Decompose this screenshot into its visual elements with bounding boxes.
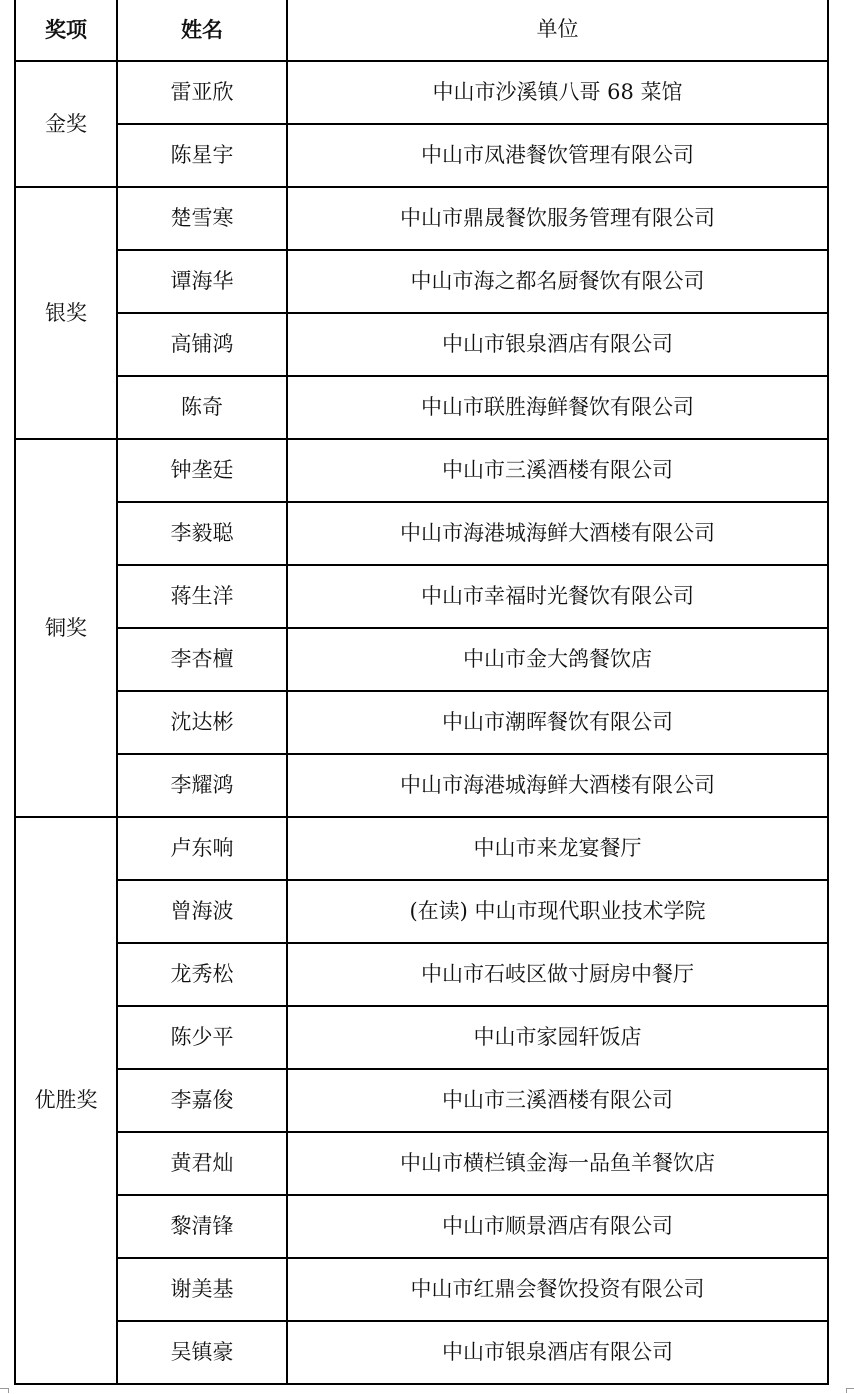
header-unit: 单位 <box>287 0 828 61</box>
name-cell: 李杏檀 <box>117 628 287 691</box>
table-row <box>15 1321 828 1384</box>
name-cell: 谭海华 <box>117 250 287 313</box>
unit-cell: 中山市联胜海鲜餐饮有限公司 <box>287 376 828 439</box>
name-cell: 谢美基 <box>117 1258 287 1321</box>
name-cell: 曾海波 <box>117 880 287 943</box>
unit-cell: 中山市幸福时光餐饮有限公司 <box>287 565 828 628</box>
unit-cell: (在读) 中山市现代职业技术学院 <box>287 880 828 943</box>
table-row <box>15 1195 828 1258</box>
name-cell: 陈少平 <box>117 1006 287 1069</box>
unit-cell: 中山市顺景酒店有限公司 <box>287 1195 828 1258</box>
award-cell: 优胜奖 <box>15 817 117 1384</box>
table-row <box>15 628 828 691</box>
award-cell: 铜奖 <box>15 439 117 817</box>
header-row <box>15 0 828 61</box>
header-name: 姓名 <box>117 0 287 61</box>
unit-cell: 中山市三溪酒楼有限公司 <box>287 1069 828 1132</box>
table-row <box>15 817 828 880</box>
name-cell: 楚雪寒 <box>117 187 287 250</box>
unit-cell: 中山市银泉酒店有限公司 <box>287 1321 828 1384</box>
table-row <box>15 1006 828 1069</box>
name-cell: 黎清锋 <box>117 1195 287 1258</box>
table-row <box>15 880 828 943</box>
unit-cell: 中山市红鼎会餐饮投资有限公司 <box>287 1258 828 1321</box>
unit-cell: 中山市来龙宴餐厅 <box>287 817 828 880</box>
unit-cell: 中山市沙溪镇八哥 68 菜馆 <box>287 61 828 124</box>
name-cell: 李毅聪 <box>117 502 287 565</box>
unit-cell: 中山市海之都名厨餐饮有限公司 <box>287 250 828 313</box>
unit-cell: 中山市银泉酒店有限公司 <box>287 313 828 376</box>
table-row <box>15 691 828 754</box>
unit-cell: 中山市海港城海鲜大酒楼有限公司 <box>287 754 828 817</box>
name-cell: 高铺鸿 <box>117 313 287 376</box>
table-row <box>15 1132 828 1195</box>
name-cell: 龙秀松 <box>117 943 287 1006</box>
table-row <box>15 376 828 439</box>
page-corner-mark-left <box>0 1388 9 1393</box>
unit-cell: 中山市海港城海鲜大酒楼有限公司 <box>287 502 828 565</box>
unit-cell: 中山市潮晖餐饮有限公司 <box>287 691 828 754</box>
table-row <box>15 1069 828 1132</box>
awards-table-body <box>15 0 828 1384</box>
name-cell: 钟垄廷 <box>117 439 287 502</box>
header-award: 奖项 <box>15 0 117 61</box>
table-row <box>15 187 828 250</box>
unit-cell: 中山市凤港餐饮管理有限公司 <box>287 124 828 187</box>
table-row <box>15 313 828 376</box>
unit-cell: 中山市横栏镇金海一品鱼羊餐饮店 <box>287 1132 828 1195</box>
table-row <box>15 565 828 628</box>
award-cell: 金奖 <box>15 61 117 187</box>
table-row <box>15 754 828 817</box>
name-cell: 吴镇豪 <box>117 1321 287 1384</box>
table-row <box>15 61 828 124</box>
awards-table <box>14 0 829 1385</box>
name-cell: 蒋生洋 <box>117 565 287 628</box>
table-row <box>15 250 828 313</box>
table-row <box>15 1258 828 1321</box>
name-cell: 卢东响 <box>117 817 287 880</box>
table-row <box>15 124 828 187</box>
unit-cell: 中山市三溪酒楼有限公司 <box>287 439 828 502</box>
unit-cell: 中山市家园轩饭店 <box>287 1006 828 1069</box>
name-cell: 黄君灿 <box>117 1132 287 1195</box>
name-cell: 陈奇 <box>117 376 287 439</box>
table-row <box>15 502 828 565</box>
unit-cell: 中山市金大鸽餐饮店 <box>287 628 828 691</box>
name-cell: 陈星宇 <box>117 124 287 187</box>
table-row <box>15 439 828 502</box>
name-cell: 沈达彬 <box>117 691 287 754</box>
unit-cell: 中山市鼎晟餐饮服务管理有限公司 <box>287 187 828 250</box>
unit-cell: 中山市石岐区做寸厨房中餐厅 <box>287 943 828 1006</box>
award-cell: 银奖 <box>15 187 117 439</box>
name-cell: 李耀鸿 <box>117 754 287 817</box>
page-corner-mark-right <box>846 1388 854 1393</box>
name-cell: 雷亚欣 <box>117 61 287 124</box>
table-row <box>15 943 828 1006</box>
name-cell: 李嘉俊 <box>117 1069 287 1132</box>
